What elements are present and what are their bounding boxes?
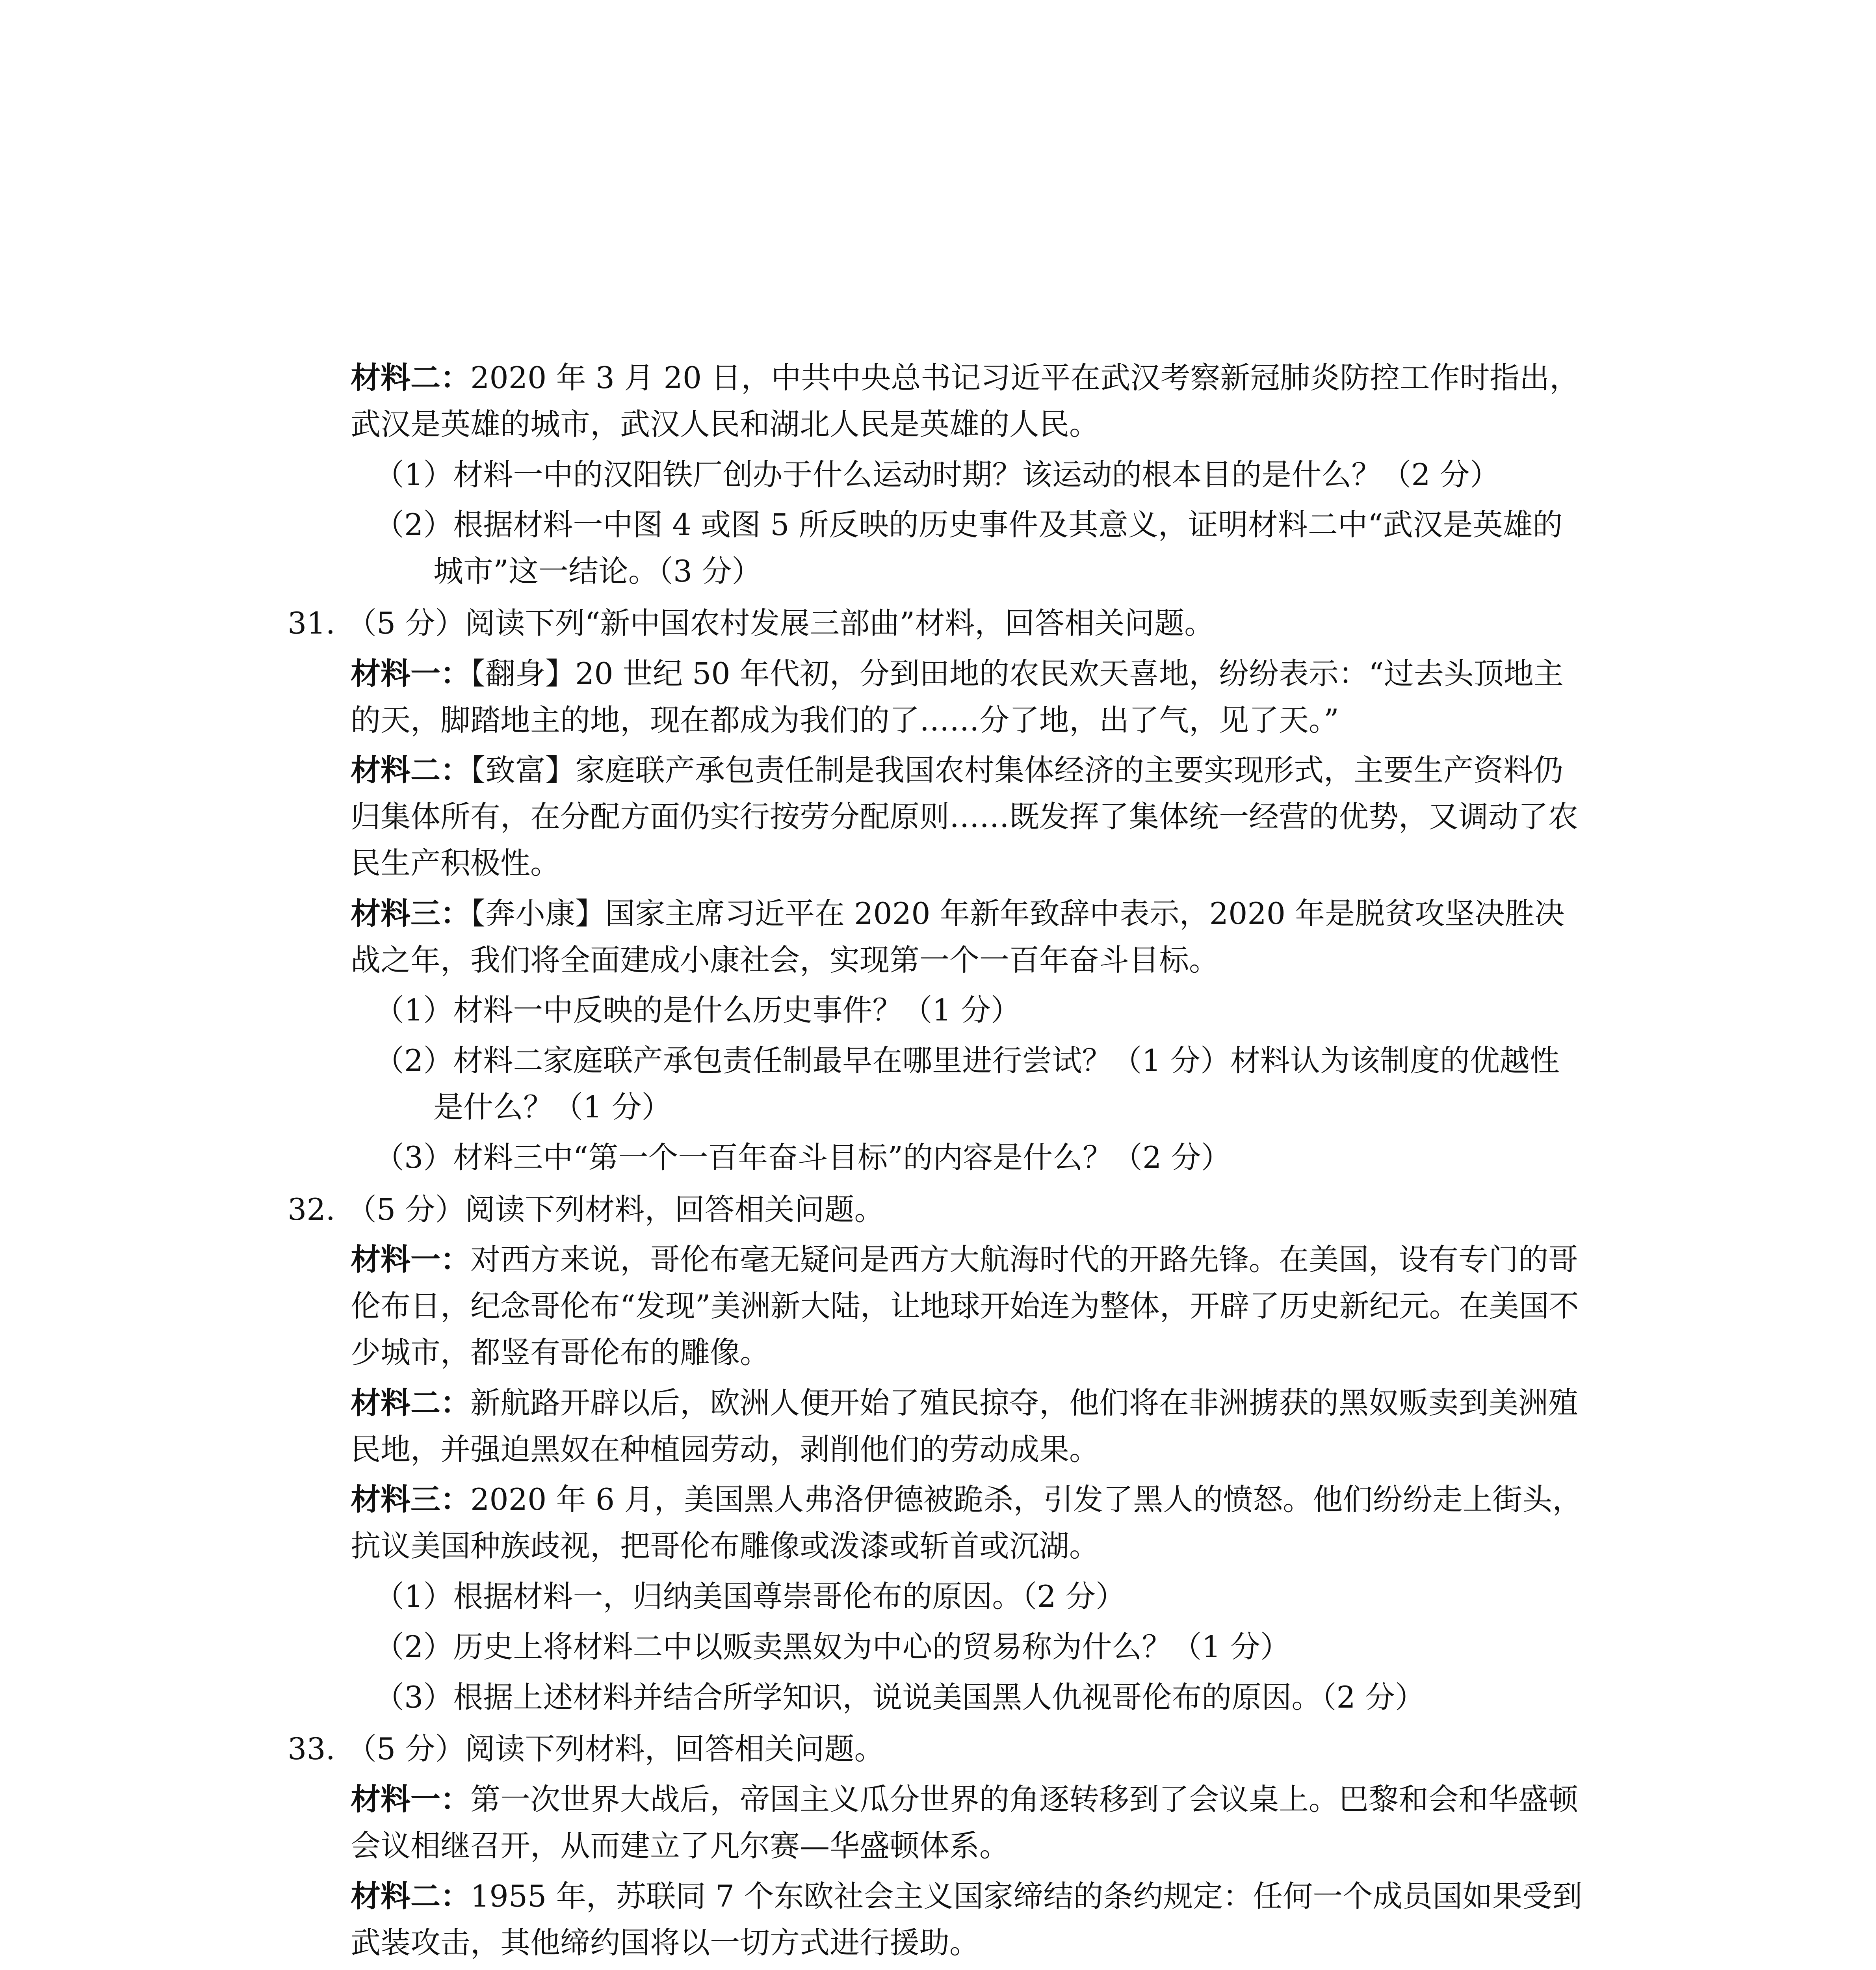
q31-material-2-text: 【致富】家庭联产承包责任制是我国农村集体经济的主要实现形式，主要生产资料仍归集体所有，在分配方面仍实行按劳分配原则……既发挥了集体统一经营的优势，又调动了农民生产积极性。	[351, 753, 1578, 881]
q31-number: 31.	[288, 605, 335, 641]
q32-material-3	[351, 1476, 1584, 1569]
q32-material-2-label: 材料二：	[351, 1385, 470, 1420]
q31-material-3-text: 【奔小康】国家主席习近平在 2020 年新年致辞中表示，2020 年是脱贫攻坚决胜决战之年，我们将全面建成小康社会，实现第一个一百年奋斗目标。	[351, 896, 1565, 978]
q30-material-2	[351, 355, 1584, 448]
q32-material-1-text: 对西方来说，哥伦布毫无疑问是西方大航海时代的开路先锋。在美国，设有专门的哥伦布日，纪念哥伦布“发现”美洲新大陆，让地球开始连为整体，开辟了历史新纪元。在美国不少城市，都竖有哥伦布的雕像。	[351, 1242, 1579, 1370]
q33-material-1	[351, 1776, 1584, 1869]
q31-sub-3: （3）材料三中“第一个一百年奋斗目标”的内容是什么？（2 分）	[374, 1139, 1231, 1175]
q31-material-2	[351, 747, 1584, 886]
q32-material-2	[351, 1380, 1584, 1473]
q30-material-2-label: 材料二：	[351, 360, 470, 395]
q31-material-1-text: 【翻身】20 世纪 50 年代初，分到田地的农民欢天喜地，纷纷表示：“过去头顶地主的天，脚踏地主的地，现在都成为我们的了……分了地，出了气，见了天。”	[351, 656, 1564, 738]
q32-sub-1: （1）根据材料一，归纳美国尊崇哥伦布的原因。（2 分）	[374, 1578, 1126, 1614]
q33-number: 33.	[288, 1731, 335, 1767]
q32-number: 32.	[288, 1191, 335, 1227]
q33-material-2-text: 1955 年，苏联同 7 个东欧社会主义国家缔结的条约规定：任何一个成员国如果受到武装攻击，其他缔约国将以一切方式进行援助。	[351, 1878, 1583, 1960]
q32-header-text: （5 分）阅读下列材料，回答相关问题。	[347, 1191, 884, 1227]
q31-sub-1: （1）材料一中反映的是什么历史事件？（1 分）	[374, 992, 1021, 1028]
q32-sub-2: （2）历史上将材料二中以贩卖黑奴为中心的贸易称为什么？（1 分）	[374, 1629, 1290, 1664]
q31-material-1-label: 材料一：	[351, 656, 470, 691]
q32-sub-3: （3）根据上述材料并结合所学知识，说说美国黑人仇视哥伦布的原因。（2 分）	[374, 1679, 1425, 1715]
q31-header	[288, 600, 1584, 647]
q33-material-1-text: 第一次世界大战后，帝国主义瓜分世界的角逐转移到了会议桌上。巴黎和会和华盛顿会议相继召开，从而建立了凡尔赛—华盛顿体系。	[351, 1782, 1578, 1863]
q32-header	[288, 1186, 1584, 1233]
q30-material-2-text: 2020 年 3 月 20 日，中共中央总书记习近平在武汉考察新冠肺炎防控工作时指出，武汉是英雄的城市，武汉人民和湖北人民是英雄的人民。	[351, 360, 1580, 442]
q31-material-1	[351, 650, 1584, 743]
q32-material-2-text: 新航路开辟以后，欧洲人便开始了殖民掠夺，他们将在非洲掳获的黑奴贩卖到美洲殖民地，并强迫黑奴在种植园劳动，剥削他们的劳动成果。	[351, 1385, 1578, 1467]
q33-header	[288, 1726, 1584, 1772]
q33-material-2	[351, 1873, 1584, 1966]
q30-sub-2: （2）根据材料一中图 4 或图 5 所反映的历史事件及其意义，证明材料二中“武汉是英雄的城市”这一结论。（3 分）	[374, 507, 1563, 589]
q33-material-2-label: 材料二：	[351, 1878, 470, 1914]
q30-sub-1: （1）材料一中的汉阳铁厂创办于什么运动时期？该运动的根本目的是什么？（2 分）	[374, 457, 1500, 492]
page-content	[288, 351, 1584, 1970]
q31-material-3	[351, 890, 1584, 983]
q31-material-2-label: 材料二：	[351, 753, 470, 788]
q32-material-3-text: 2020 年 6 月，美国黑人弗洛伊德被跪杀，引发了黑人的愤怒。他们纷纷走上街头，抗议美国种族歧视，把哥伦布雕像或泼漆或斩首或沉湖。	[351, 1482, 1583, 1564]
q31-sub-2: （2）材料二家庭联产承包责任制最早在哪里进行尝试？（1 分）材料认为该制度的优越性是什么？（1 分）	[374, 1043, 1560, 1124]
q32-material-1	[351, 1236, 1584, 1375]
q31-header-text: （5 分）阅读下列“新中国农村发展三部曲”材料，回答相关问题。	[347, 605, 1215, 641]
q33-material-1-label: 材料一：	[351, 1782, 470, 1817]
q33-header-text: （5 分）阅读下列材料，回答相关问题。	[347, 1731, 884, 1767]
q32-material-1-label: 材料一：	[351, 1242, 470, 1277]
q32-material-3-label: 材料三：	[351, 1482, 470, 1517]
q31-material-3-label: 材料三：	[351, 896, 470, 931]
